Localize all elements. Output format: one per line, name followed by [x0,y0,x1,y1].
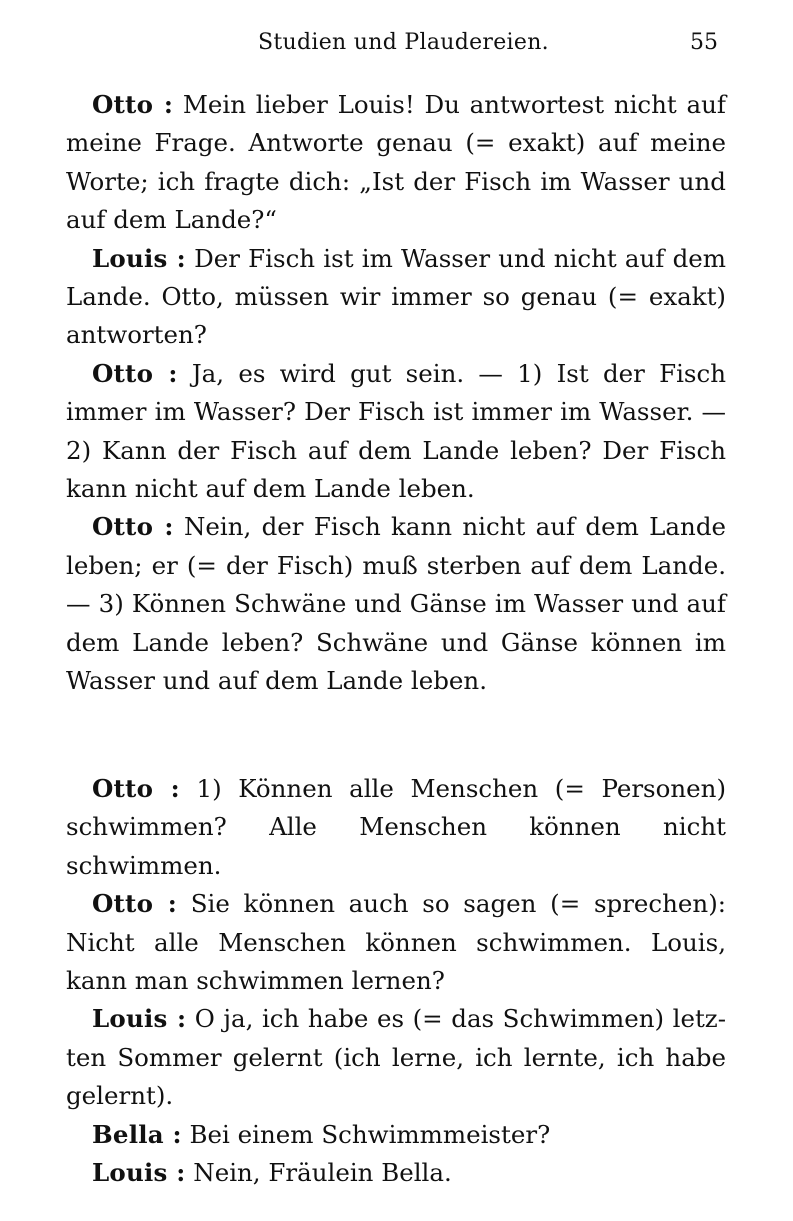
paragraph-text: Nein, der Fisch kann nicht auf dem Lande leben; er (= der Fisch) muß sterben auf dem Lande. — 3) Können Schwäne und Gänse im Wasser und auf dem Lande leben? Schwäne und Gänse können im Wasser und auf dem Lande leben. [66,512,726,696]
paragraph-text: Sie können auch so sagen (= sprechen): Nicht alle Menschen können schwimmen. Louis, kann man schwimmen lernen? [66,889,727,996]
paragraph-text: Ja, es wird gut sein. — 1) Ist der Fisch immer im Wasser? Der Fisch ist immer im Wasser. — 2) Kann der Fisch auf dem Lande leben? Der Fisch kann nicht auf dem Lande leben. [66,358,727,504]
page-number: 55 [690,30,718,55]
speaker-name: Bella : [92,1119,182,1149]
dialogue-block-bottom [66,770,726,1192]
speaker-name: Otto : [92,774,180,803]
dialogue-paragraph [66,885,726,1000]
running-head [66,30,726,60]
paragraph-text: O ja, ich habe es (= das Schwimmen) letzten Sommer gelernt (ich lerne, ich lernte, ich habe gelernt). [66,1004,726,1111]
paragraph-text: Bei einem Schwimmmeister? [181,1119,551,1149]
paragraph-text: Der Fisch ist im Wasser und nicht auf dem Lande. Otto, müssen wir immer so genau (= exakt) antworten? [66,243,726,350]
speaker-name: Otto : [92,889,178,919]
speaker-name: Louis : [92,1158,186,1188]
dialogue-block-top [66,86,726,701]
speaker-name: Otto : [92,90,174,119]
speaker-name: Otto : [92,512,174,542]
dialogue-paragraph [66,86,726,240]
speaker-name: Otto : [92,358,178,388]
paragraph-text: Mein lieber Louis! Du antwortest nicht auf meine Frage. Antworte genau (= exakt) auf meine Worte; ich fragte dich: „Ist der Fisch im Wasser und auf dem Lande?“ [66,90,726,235]
dialogue-paragraph [66,770,726,885]
dialogue-paragraph [66,508,726,700]
dialogue-paragraph [66,1116,726,1154]
speaker-name: Louis : [92,243,186,273]
dialogue-paragraph [66,355,726,509]
paragraph-text: Nein, Fräulein Bella. [185,1158,452,1188]
speaker-name: Louis : [92,1004,187,1034]
dialogue-paragraph [66,1000,726,1115]
running-title: Studien und Plaudereien. [258,30,549,55]
dialogue-paragraph [66,240,726,355]
dialogue-paragraph [66,1154,726,1192]
paragraph-text: 1) Können alle Menschen (= Personen) schwimmen? Alle Menschen können nicht schwimmen. [66,774,726,880]
